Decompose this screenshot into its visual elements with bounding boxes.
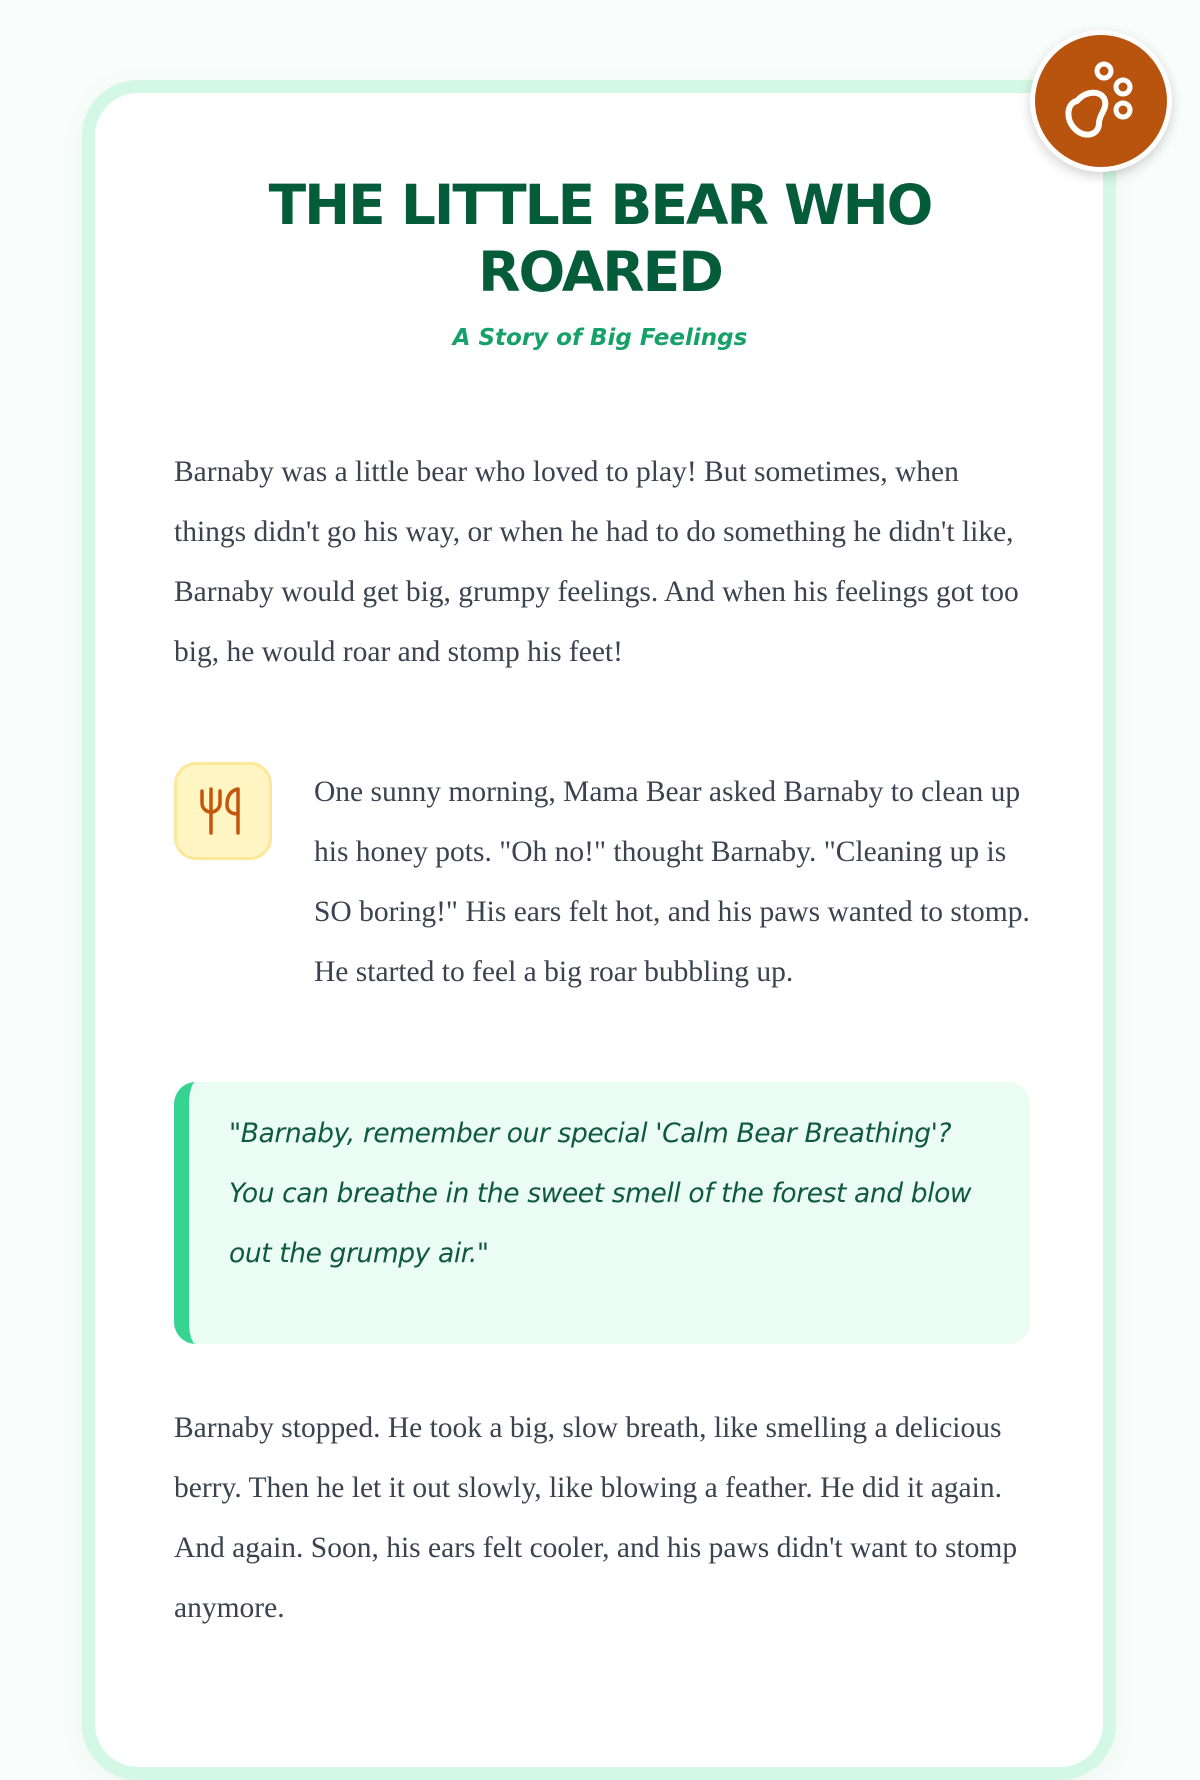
utensils-icon <box>174 762 272 860</box>
story-paragraph-1: Barnaby was a little bear who loved to play! But sometimes, when things didn't go his way, or when he had to do something he didn't like, Barnaby would get big, grumpy feelings. And when his feelings got too big, he would roar and stomp his feet! <box>174 456 1019 668</box>
story-paragraph-2: One sunny morning, Mama Bear asked Barnaby to clean up his honey pots. "Oh no!" thought Barnaby. "Cleaning up is SO boring!" His ears felt hot, and his paws wanted to stomp. He started to feel a big roar bubbling up. <box>314 776 1030 988</box>
story-paragraph-3: Barnaby stopped. He took a big, slow breath, like smelling a delicious berry. Then he let it out slowly, like blowing a feather. He did it again. And again. Soon, his ears felt cooler, and his paws didn't want to stomp anymore. <box>174 1412 1018 1624</box>
story-title: THE LITTLE BEAR WHO ROARED <box>268 173 932 304</box>
quote-text: "Barnaby, remember our special 'Calm Bear Breathing'? You can breathe in the sweet smell of the forest and blow out the grumpy air." <box>229 1118 972 1269</box>
story-subtitle: A Story of Big Feelings <box>452 325 748 351</box>
breathing-quote <box>174 1082 1030 1344</box>
paw-icon <box>1059 57 1143 146</box>
paw-badge <box>1030 30 1172 172</box>
